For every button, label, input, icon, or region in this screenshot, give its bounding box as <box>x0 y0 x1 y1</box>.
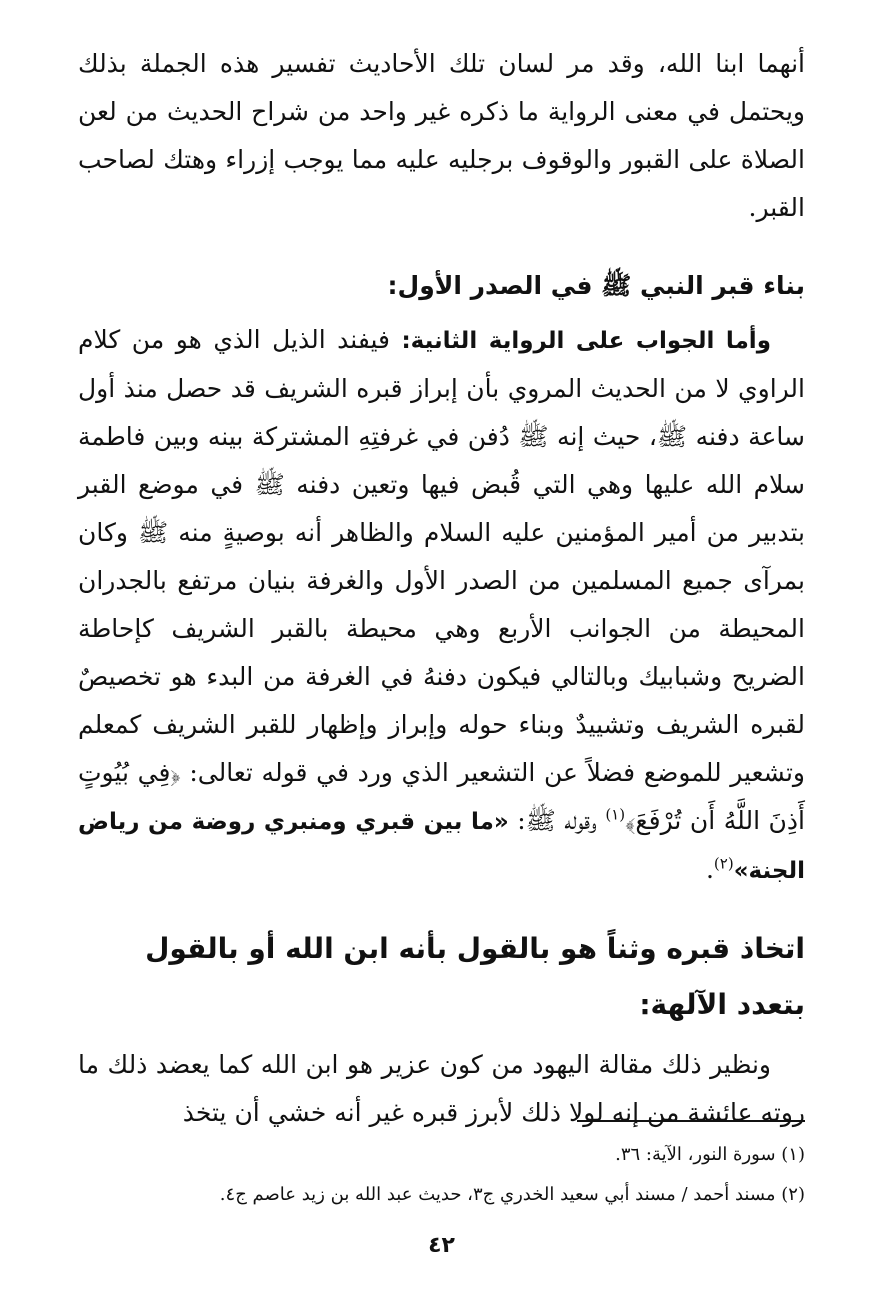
hadith-quote: «ما بين قبري ومنبري روضة من رياض الجنة» <box>78 809 805 884</box>
footnote-ref-2: (٢) <box>713 854 734 873</box>
footnote-1: (١) سورة النور، الآية: ٣٦. <box>615 1144 805 1165</box>
page-number: ٤٢ <box>428 1233 455 1258</box>
footnote-divider <box>577 1120 805 1122</box>
paragraph-answer <box>78 316 805 895</box>
answer-lead: وأما الجواب على الرواية الثانية: <box>401 328 771 354</box>
footnotes <box>78 1135 805 1215</box>
answer-text-end: . <box>705 855 714 884</box>
page-body <box>78 40 805 1137</box>
footnote-2: (٢) مسند أحمد / مسند أبي سعيد الخدري ج٣، حديث عبد الله بن زيد عاصم ج٤. <box>219 1184 805 1205</box>
section-heading-prophet-grave: بناء قبر النبي ﷺ في الصدر الأول: <box>387 271 805 300</box>
answer-text-mid: وقوله ﷺ: <box>508 806 606 835</box>
footnote-ref-1: (١) <box>605 805 626 824</box>
paragraph-intro: أنهما ابنا الله، وقد مر لسان تلك الأحاديث تفسير هذه الجملة بذلك ويحتمل في معنى الرواية ما ذكره غير واحد من شراح الحديث من لعن الصلاة على القبور والوقوف برجليه عليه مما يوجب إزراء وهتك لصاحب القبر. <box>78 49 805 222</box>
answer-text: فيفند الذيل الذي هو من كلام الراوي لا من الحديث المروي بأن إبراز قبره الشريف قد حصل منذ أول ساعة دفنه ﷺ، حيث إنه ﷺ دُفن في غرفتِهِ المشتركة بينه وبين فاطمة سلام الله عليها وهي التي قُبض فيها وتعين دفنه ﷺ في موضع القبر بتدبير من أمير المؤمنين عليه السلام والظاهر أنه بوصيةٍ منه ﷺ وكان بمرآى جميع المسلمين من الصدر الأول والغرفة بنيان مرتفع بالجدران المحيطة من الجوانب الأربع وهي محيطة بالقبر الشريف كإحاطة الضريح وشبابيك وبالتالي فيكون دفنهُ في الغرفة من البدء هو تخصيصٌ لقبره الشريف وتشييدٌ وبناء حوله وإبراز وإظهار للقبر الشريف كمعلم وتشعير للموضع فضلاً عن التشعير الذي ورد في قوله تعالى: ﴿فِي بُيُوتٍ أَذِنَ اللَّهُ أَن تُرْفَعَ﴾ <box>78 325 805 835</box>
section-heading-idol: اتخاذ قبره وثناً هو بالقول بأنه ابن الله أو بالقول بتعدد الآلهة: <box>145 932 805 1021</box>
paragraph-analogy: ونظير ذلك مقالة اليهود من كون عزير هو ابن الله كما يعضد ذلك ما روته عائشة من إنه لولا ذلك لأبرز قبره غير أنه خشي أن يتخذ <box>78 1050 805 1127</box>
